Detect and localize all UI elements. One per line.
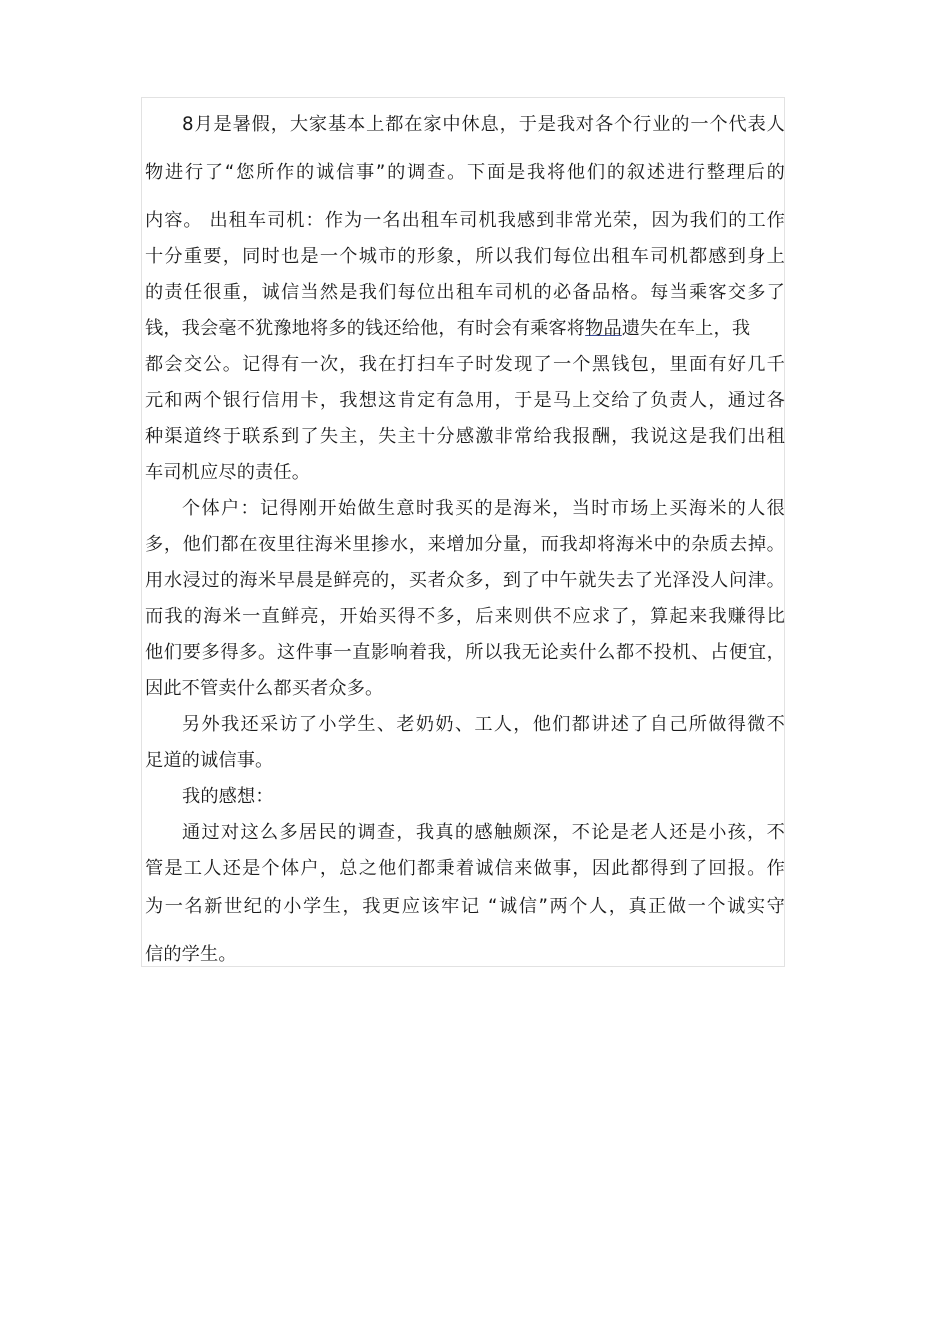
text-line: 他们要多得多。这件事一直影响着我，所以我无论卖什么都不投机、占便宜， [145,642,785,663]
text-line: 都会交公。记得有一次，我在打扫车子时发现了一个黑钱包，里面有好几千 [145,354,785,375]
text-line: 十分重要，同时也是一个城市的形象，所以我们每位出租车司机都感到身上 [145,246,785,267]
text-segment: 遗失在车上，我 [621,318,751,339]
linked-word[interactable]: 物品 [585,318,622,339]
text-line: 用水浸过的海米早晨是鲜亮的，买者众多，到了中午就失去了光泽没人问津。 [145,570,785,591]
text-line: 的责任很重，诚信当然是我们每位出租车司机的必备品格。每当乘客交多了 [145,282,785,303]
text-line: 个体户：记得刚开始做生意时我买的是海米，当时市场上买海米的人很 [182,498,785,519]
text-line: 多，他们都在夜里往海米里掺水，来增加分量，而我却将海米中的杂质去掉。 [145,534,785,555]
text-line: 车司机应尽的责任。 [145,462,311,483]
text-line: 元和两个银行信用卡，我想这肯定有急用，于是马上交给了负责人，通过各 [145,390,785,411]
text-line: 通过对这么多居民的调查，我真的感触颇深，不论是老人还是小孩，不 [182,822,785,843]
text-segment: 钱，我会毫不犹豫地将多的钱还给他，有时会有乘客将 [145,318,586,339]
text-line: 8月是暑假，大家基本上都在家中休息，于是我对各个行业的一个代表人 [182,114,785,135]
text-line: 内容。 出租车司机：作为一名出租车司机我感到非常光荣，因为我们的工作 [145,210,785,231]
text-line: 另外我还采访了小学生、老奶奶、工人，他们都讲述了自己所做得微不 [182,714,785,735]
text-line: 管是工人还是个体户，总之他们都秉着诚信来做事，因此都得到了回报。作 [145,858,785,879]
text-line: 而我的海米一直鲜亮，开始买得不多，后来则供不应求了，算起来我赚得比 [145,606,785,627]
text-line: 种渠道终于联系到了失主，失主十分感激非常给我报酬，我说这是我们出租 [145,426,785,447]
text-line: 我的感想： [182,786,274,807]
text-line: 信的学生。 [145,944,237,965]
text-line: 因此不管卖什么都买者众多。 [145,678,384,699]
text-line: 足道的诚信事。 [145,750,274,771]
text-line: 物进行了“您所作的诚信事”的调查。下面是我将他们的叙述进行整理后的 [145,162,785,183]
text-line: 为一名新世纪的小学生，我更应该牢记 “诚信”两个人，真正做一个诚实守 [145,896,785,917]
text-line [145,314,785,344]
